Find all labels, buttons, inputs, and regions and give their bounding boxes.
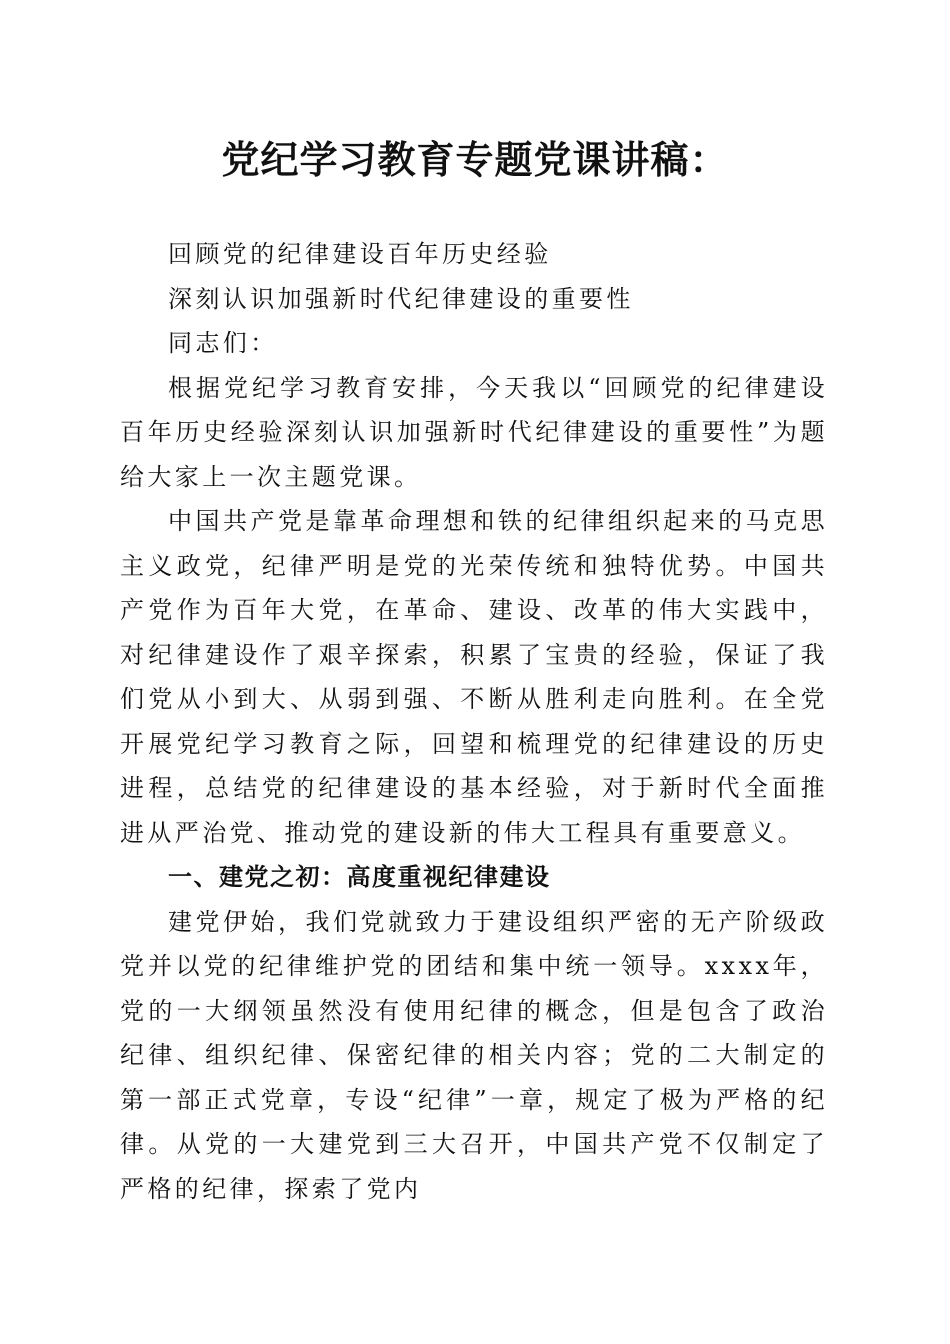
document-title: 党纪学习教育专题党课讲稿：	[221, 137, 729, 182]
subtitle-line-2: 深刻认识加强新时代纪律建设的重要性	[168, 284, 634, 313]
paragraph-section-1: 建党伊始，我们党就致力于建设组织严密的无产阶级政党并以党的纪律维护党的团结和集中统一领导。xxxx年，党的一大纲领虽然没有使用纪律的概念，但是包含了政治纪律、组织纪律、保密纪律的相关内容；党的二大制定的第一部正式党章，专设“纪律”一章，规定了极为严格的纪律。从党的一大建党到三大召开，中国共产党不仅制定了严格的纪律，探索了党内	[120, 907, 828, 1203]
section-heading-1: 一、建党之初：高度重视纪律建设	[168, 863, 551, 891]
salutation: 同志们：	[168, 329, 278, 357]
paragraph-intro: 根据党纪学习教育安排，今天我以“回顾党的纪律建设百年历史经验深刻认识加强新时代纪律建设的重要性”为题给大家上一次主题党课。	[120, 373, 828, 491]
subtitle-line-1: 回顾党的纪律建设百年历史经验	[168, 240, 552, 268]
paragraph-background: 中国共产党是靠革命理想和铁的纪律组织起来的马克思主义政党，纪律严明是党的光荣传统和独特优势。中国共产党作为百年大党，在革命、建设、改革的伟大实践中，对纪律建设作了艰辛探索，积累了宝贵的经验，保证了我们党从小到大、从弱到强、不断从胜利走向胜利。在全党开展党纪学习教育之际，回望和梳理党的纪律建设的历史进程，总结党的纪律建设的基本经验，对于新时代全面推进从严治党、推动党的建设新的伟大工程具有重要意义。	[120, 507, 828, 847]
document-body	[120, 232, 828, 1211]
